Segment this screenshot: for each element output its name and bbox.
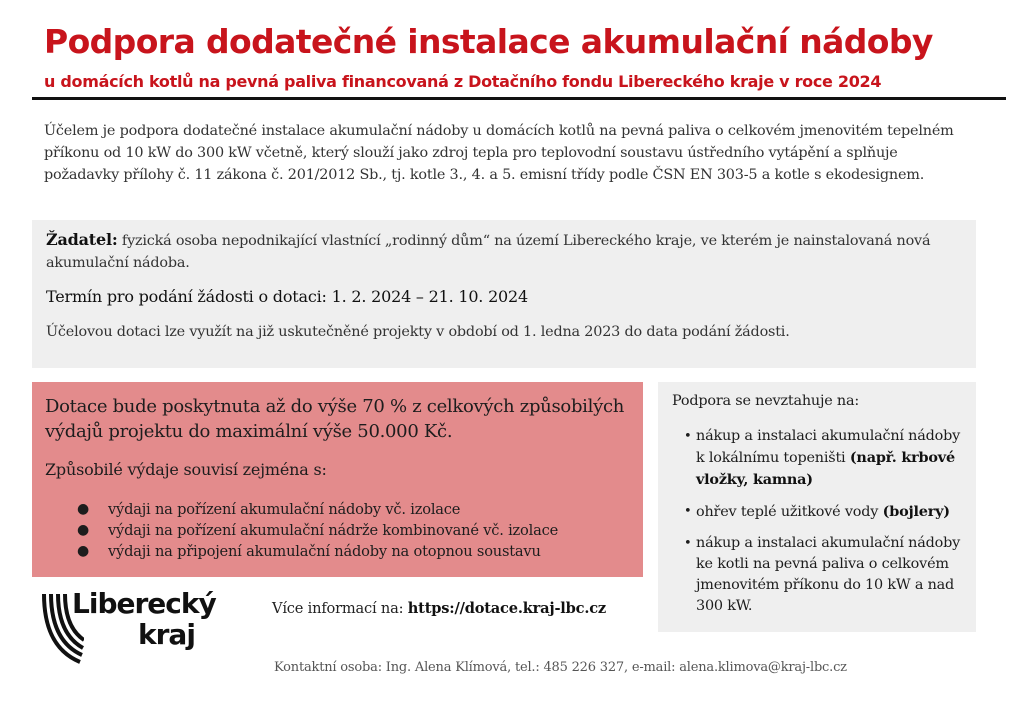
exclusion-note-1: (např. krbové vložky, kamna) — [696, 449, 955, 488]
exclusions-title: Podpora se nevztahuje na: — [672, 393, 860, 409]
page-title: Podpora dodatečné instalace akumulační nádoby — [44, 22, 933, 61]
list-item — [74, 541, 558, 562]
title-divider — [32, 97, 1006, 100]
exclusion-text-2: ohřev teplé užitkové vody — [696, 504, 883, 520]
logo-wordmark — [72, 588, 216, 650]
deadline-label: Termín pro podání žádosti o dotaci: — [46, 287, 327, 306]
more-info-line — [272, 600, 606, 617]
subsidy-lead: Dotace bude poskytnuta až do výše 70 % z celkových způsobilých výdajů projektu do maximální výše 50.000 Kč. — [45, 396, 625, 442]
applicant-info-box — [32, 220, 976, 368]
list-item — [74, 499, 558, 520]
more-info-label: Více informací na: — [272, 600, 408, 617]
logo-line-1: Liberecký — [72, 587, 216, 620]
list-item — [74, 520, 558, 541]
applicant-paragraph — [46, 229, 956, 274]
exclusion-text-1: nákup a instalaci akumulační nádoby k lokálnímu topeništi — [696, 428, 961, 466]
eligible-list — [74, 499, 558, 562]
bullet-icon: ● — [77, 522, 90, 538]
retroactive-note: Účelovou dotaci lze využít na již uskutečněné projekty v období od 1. ledna 2023 do data podání žádosti. — [46, 324, 790, 340]
applicant-text: fyzická osoba nepodnikající vlastnící „rodinný dům“ na území Libereckého kraje, ve kterém je nainstalovaná nová akumulační nádoba. — [46, 233, 931, 271]
applicant-label: Žadatel: — [46, 230, 118, 249]
more-info-link[interactable]: https://dotace.kraj-lbc.cz — [407, 600, 606, 617]
eligible-heading: Způsobilé výdaje souvisí zejména s: — [45, 460, 327, 479]
exclusion-text-3: nákup a instalaci akumulační nádoby ke kotli na pevná paliva o celkovém jmenovitém příkonu do 10 kW a nad 300 kW. — [696, 535, 961, 614]
list-item — [684, 533, 969, 617]
intro-paragraph: Účelem je podpora dodatečné instalace akumulační nádoby u domácích kotlů na pevná paliva o celkovém jmenovitém tepelném příkonu od 10 kW do 300 kW včetně, který slouží jako zdroj tepla pro teplovodní soustavu ústředního vytápění a splňuje požadavky přílohy č. 11 zákona č. 201/2012 Sb., tj. kotle 3., 4. a 5. emisní třídy podle ČSN EN 303-5 a kotle s ekodesignem. — [44, 123, 954, 183]
list-item — [684, 426, 969, 491]
exclusions-box — [658, 382, 976, 632]
bullet-icon: ● — [77, 543, 90, 559]
deadline-value: 1. 2. 2024 – 21. 10. 2024 — [326, 287, 528, 306]
deadline-line — [46, 287, 528, 306]
list-item — [684, 501, 969, 523]
contact-line: Kontaktní osoba: Ing. Alena Klímová, tel.: 485 226 327, e-mail: alena.klimova@kraj-lbc.cz — [274, 660, 847, 675]
eligible-item-1: výdaji na pořízení akumulační nádoby vč. izolace — [108, 501, 461, 518]
bullet-icon: ● — [77, 501, 90, 517]
bullet-icon: • — [684, 536, 692, 551]
eligible-item-3: výdaji na připojení akumulační nádoby na otopnou soustavu — [108, 543, 541, 560]
logo-line-2: kraj — [138, 618, 195, 651]
bullet-icon: • — [684, 429, 692, 444]
eligible-item-2: výdaji na pořízení akumulační nádrže kombinované vč. izolace — [108, 522, 559, 539]
liberecky-kraj-logo — [40, 588, 240, 664]
exclusion-note-2: (bojlery) — [882, 503, 950, 520]
page-subtitle: u domácích kotlů na pevná paliva financovaná z Dotačního fondu Libereckého kraje v roce 2024 — [44, 72, 882, 91]
subsidy-highlight-box — [32, 382, 643, 577]
exclusions-list — [684, 426, 969, 627]
bullet-icon: • — [684, 504, 692, 519]
